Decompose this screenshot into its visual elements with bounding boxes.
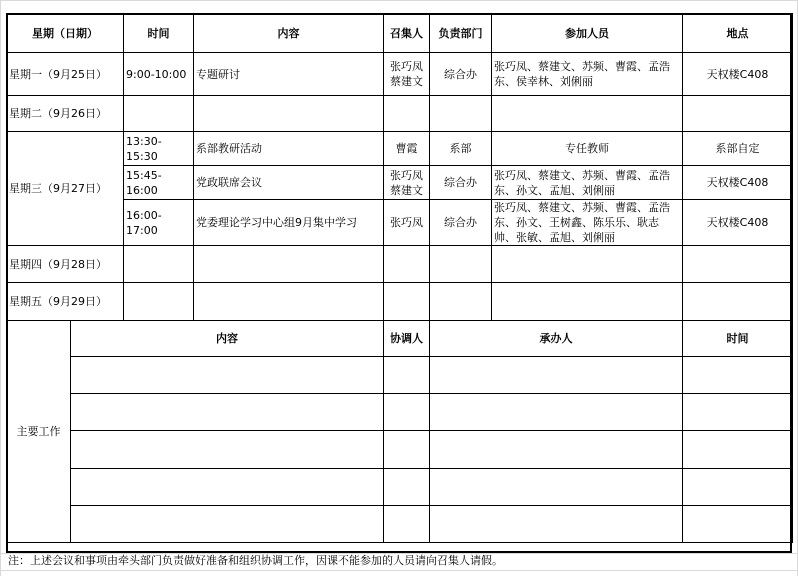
work-row	[7, 431, 793, 469]
content-monday: 专题研讨	[194, 53, 384, 96]
work-row	[7, 394, 793, 431]
header-time: 时间	[124, 14, 194, 53]
location-wednesday-1: 系部自定	[683, 132, 793, 166]
dept-monday: 综合办	[430, 53, 492, 96]
day-tuesday: 星期二（9月26日）	[7, 96, 124, 132]
row-thursday	[7, 246, 793, 283]
work-row	[7, 357, 793, 394]
header-row	[7, 14, 793, 53]
work-header-coordinator: 协调人	[384, 321, 430, 357]
participants-monday: 张巧凤、蔡建文、苏频、曹霞、孟浩东、侯幸林、刘俐丽	[492, 53, 683, 96]
row-wednesday-3	[7, 200, 793, 246]
location-monday: 天权楼C408	[683, 53, 793, 96]
work-header-time: 时间	[683, 321, 793, 357]
location-wednesday-2: 天权楼C408	[683, 166, 793, 200]
header-day: 星期（日期）	[7, 14, 124, 53]
participants-wednesday-2: 张巧凤、蔡建文、苏频、曹霞、孟浩东、孙文、孟旭、刘俐丽	[492, 166, 683, 200]
work-row	[7, 469, 793, 506]
dept-wednesday-3: 综合办	[430, 200, 492, 246]
dept-wednesday-2: 综合办	[430, 166, 492, 200]
time-monday: 9:00-10:00	[124, 53, 194, 96]
participants-wednesday-1: 专任教师	[492, 132, 683, 166]
footnote: 注：上述会议和事项由牵头部门负责做好准备和组织协调工作，因课不能参加的人员请向召集人请假。	[8, 554, 503, 567]
header-participants: 参加人员	[492, 14, 683, 53]
work-header-row	[7, 321, 793, 357]
convener-wednesday-2: 张巧凤 蔡建文	[384, 166, 430, 200]
time-wednesday-3: 16:00-17:00	[124, 200, 194, 246]
row-friday	[7, 283, 793, 321]
location-wednesday-3: 天权楼C408	[683, 200, 793, 246]
header-content: 内容	[194, 14, 384, 53]
convener-monday: 张巧凤 蔡建文	[384, 53, 430, 96]
work-header-handler: 承办人	[430, 321, 683, 357]
time-wednesday-2: 15:45-16:00	[124, 166, 194, 200]
day-friday: 星期五（9月29日）	[7, 283, 124, 321]
day-wednesday: 星期三（9月27日）	[7, 132, 124, 246]
dept-wednesday-1: 系部	[430, 132, 492, 166]
content-wednesday-2: 党政联席会议	[194, 166, 384, 200]
work-label: 主要工作	[7, 321, 71, 543]
header-dept: 负责部门	[430, 14, 492, 53]
time-wednesday-1: 13:30-15:30	[124, 132, 194, 166]
participants-wednesday-3: 张巧凤、蔡建文、苏频、曹霞、孟浩东、孙文、王树鑫、陈乐乐、耿志帅、张敏、孟旭、刘俐丽	[492, 200, 683, 246]
content-wednesday-1: 系部教研活动	[194, 132, 384, 166]
work-header-content: 内容	[71, 321, 384, 357]
convener-wednesday-3: 张巧凤	[384, 200, 430, 246]
weekly-schedule-table	[6, 13, 793, 543]
header-convener: 召集人	[384, 14, 430, 53]
row-wednesday-1	[7, 132, 793, 166]
header-location: 地点	[683, 14, 793, 53]
day-monday: 星期一（9月25日）	[7, 53, 124, 96]
row-monday	[7, 53, 793, 96]
work-row	[7, 506, 793, 543]
row-wednesday-2	[7, 166, 793, 200]
row-tuesday	[7, 96, 793, 132]
convener-wednesday-1: 曹霞	[384, 132, 430, 166]
content-wednesday-3: 党委理论学习中心组9月集中学习	[194, 200, 384, 246]
day-thursday: 星期四（9月28日）	[7, 246, 124, 283]
